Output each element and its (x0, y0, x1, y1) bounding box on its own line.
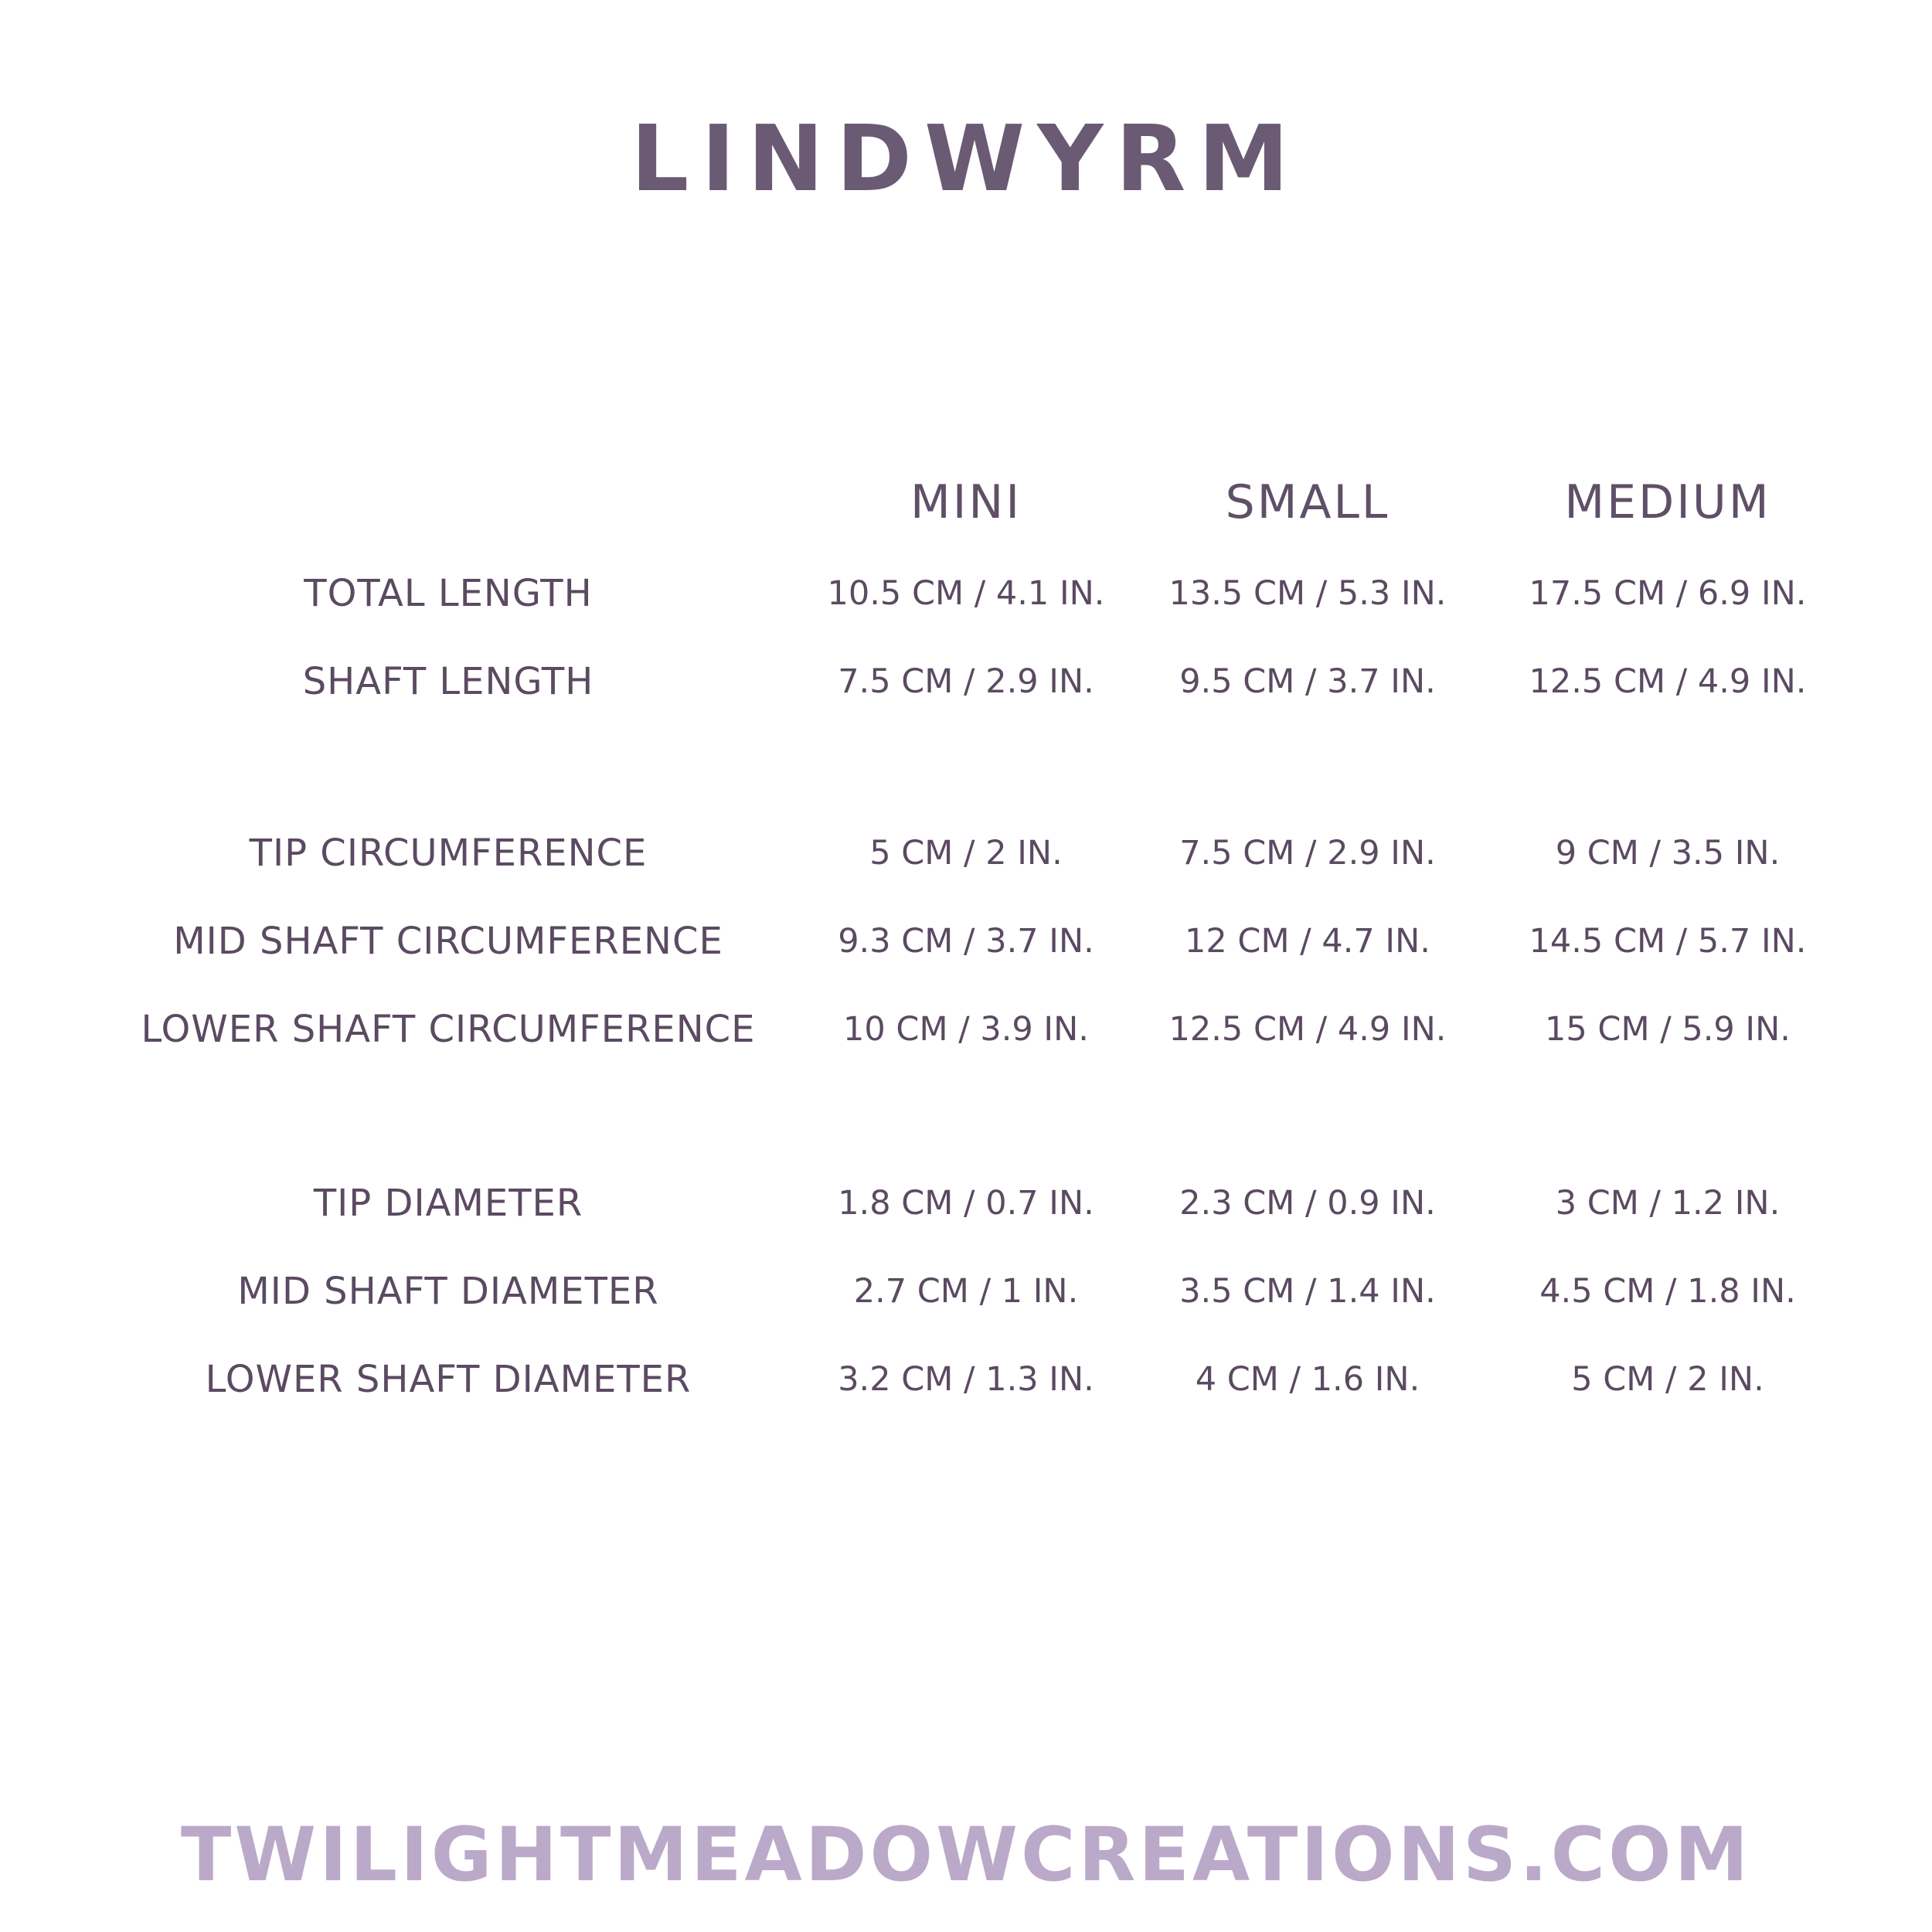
column-header-mini: MINI (910, 475, 1022, 529)
cell-total-length-small: 13.5 CM / 5.3 IN. (1168, 574, 1447, 613)
column-header-small: SMALL (1225, 475, 1390, 529)
row-label-mid-shaft-circumference: MID SHAFT CIRCUMFERENCE (173, 920, 723, 963)
footer-website: TWILIGHTMEADOWCREATIONS.COM (180, 1811, 1752, 1898)
cell-mid-shaft-diameter-small: 3.5 CM / 1.4 IN. (1179, 1272, 1436, 1311)
row-label-mid-shaft-diameter: MID SHAFT DIAMETER (237, 1270, 659, 1313)
cell-tip-diameter-small: 2.3 CM / 0.9 IN. (1179, 1184, 1436, 1223)
cell-mid-shaft-circumference-mini: 9.3 CM / 3.7 IN. (838, 922, 1094, 961)
cell-tip-circumference-small: 7.5 CM / 2.9 IN. (1179, 834, 1436, 872)
cell-tip-diameter-mini: 1.8 CM / 0.7 IN. (838, 1184, 1094, 1223)
cell-lower-shaft-diameter-small: 4 CM / 1.6 IN. (1195, 1360, 1420, 1399)
row-label-lower-shaft-circumference: LOWER SHAFT CIRCUMFERENCE (141, 1008, 756, 1051)
cell-mid-shaft-circumference-medium: 14.5 CM / 5.7 IN. (1529, 922, 1807, 961)
row-label-tip-diameter: TIP DIAMETER (313, 1182, 583, 1225)
cell-tip-circumference-mini: 5 CM / 2 IN. (869, 834, 1063, 872)
cell-lower-shaft-circumference-medium: 15 CM / 5.9 IN. (1545, 1010, 1791, 1049)
cell-shaft-length-mini: 7.5 CM / 2.9 IN. (838, 662, 1094, 701)
row-label-shaft-length: SHAFT LENGTH (302, 660, 594, 703)
column-header-medium: MEDIUM (1564, 475, 1771, 529)
cell-lower-shaft-circumference-mini: 10 CM / 3.9 IN. (843, 1010, 1089, 1049)
row-label-tip-circumference: TIP CIRCUMFERENCE (249, 832, 648, 875)
cell-mid-shaft-diameter-medium: 4.5 CM / 1.8 IN. (1539, 1272, 1796, 1311)
cell-total-length-medium: 17.5 CM / 6.9 IN. (1529, 574, 1807, 613)
cell-shaft-length-small: 9.5 CM / 3.7 IN. (1179, 662, 1436, 701)
cell-tip-diameter-medium: 3 CM / 1.2 IN. (1555, 1184, 1781, 1223)
cell-lower-shaft-diameter-mini: 3.2 CM / 1.3 IN. (838, 1360, 1094, 1399)
row-label-lower-shaft-diameter: LOWER SHAFT DIAMETER (205, 1358, 692, 1401)
cell-mid-shaft-diameter-mini: 2.7 CM / 1 IN. (853, 1272, 1079, 1311)
page-title: LINDWYRM (631, 105, 1301, 212)
cell-total-length-mini: 10.5 CM / 4.1 IN. (827, 574, 1105, 613)
cell-mid-shaft-circumference-small: 12 CM / 4.7 IN. (1185, 922, 1430, 961)
cell-shaft-length-medium: 12.5 CM / 4.9 IN. (1529, 662, 1807, 701)
cell-tip-circumference-medium: 9 CM / 3.5 IN. (1555, 834, 1781, 872)
row-label-total-length: TOTAL LENGTH (304, 572, 593, 615)
cell-lower-shaft-circumference-small: 12.5 CM / 4.9 IN. (1168, 1010, 1447, 1049)
cell-lower-shaft-diameter-medium: 5 CM / 2 IN. (1571, 1360, 1764, 1399)
